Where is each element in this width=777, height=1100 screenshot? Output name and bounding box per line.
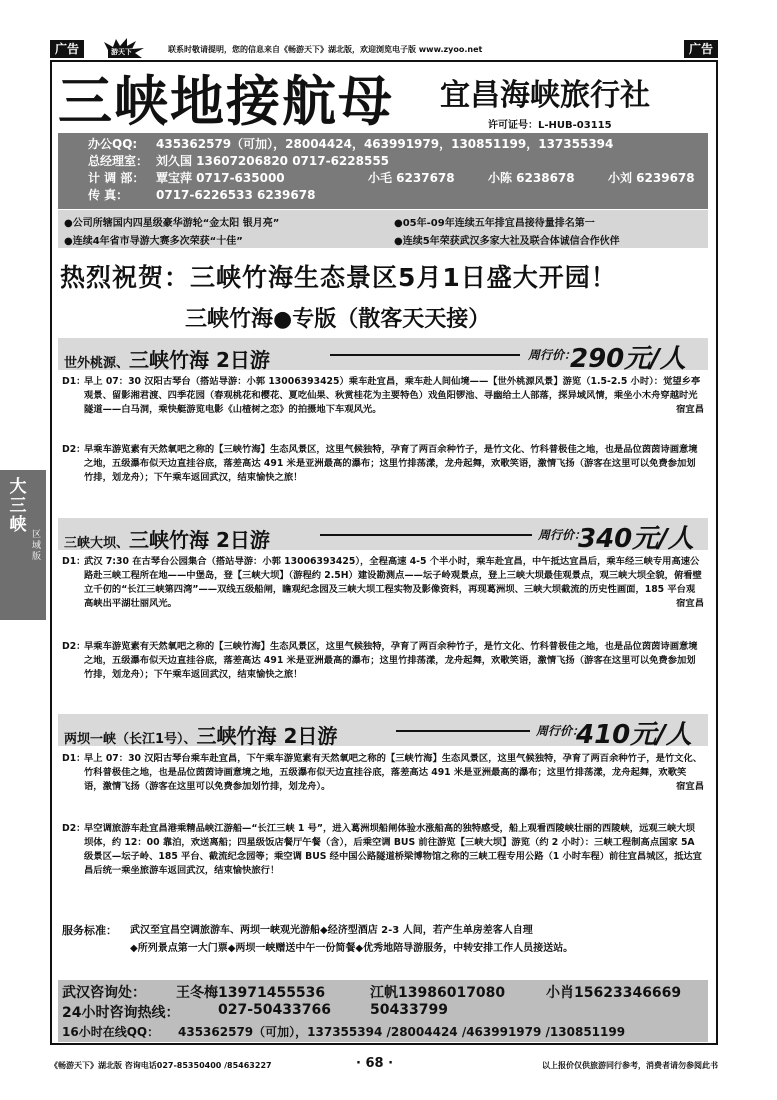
contact-block (58, 133, 708, 209)
plan-label: 计 调 部： (88, 171, 145, 185)
tour-1-price: 290元/人 (570, 344, 686, 374)
agency-name: 宜昌海峡旅行社 (440, 78, 650, 113)
gm-label: 总经理室： (88, 154, 149, 168)
tour-1-day-2 (62, 443, 704, 485)
plan-value: 覃宝萍 0717-635000 (156, 171, 285, 185)
tour-1-day-1-note: 宿宜昌 (676, 404, 704, 415)
fax-value: 0717-6226533 6239678 (156, 188, 316, 202)
tour-3-title (64, 720, 337, 749)
enquiry-contact-3: 小肖15623346669 (546, 985, 682, 1001)
top-info: 联系时敬请提明，您的信息来自《畅游天下》湖北版，欢迎浏览电子版 www.zyoo.net (168, 45, 483, 54)
tour-1-day-1 (62, 375, 704, 417)
online-qq-value: 435362579（可加），137355394 /28004424 /463991979 /130851199 (178, 1025, 626, 1039)
side-tab-title: 大三峡 (9, 477, 27, 535)
hotline-1: 027-50433766 (218, 1002, 331, 1018)
celebration-headline: 热烈祝贺：三峡竹海生态景区5月1日盛大开园！ (60, 263, 617, 292)
fax-label: 传 真： (88, 188, 129, 202)
honor-2: ●05年-09年连续五年排宜昌接待量排名第一 (394, 218, 595, 229)
tour-3-name: 三峡竹海 2日游 (196, 724, 338, 748)
enquiry-label: 武汉咨询处： (62, 985, 146, 1001)
online-qq-label: 16小时在线QQ： (62, 1025, 160, 1039)
enquiry-contact-1: 王冬梅13971455536 (176, 985, 326, 1001)
tour-3-price-label: 周行价： (536, 724, 585, 738)
contact-row-gm (88, 153, 708, 170)
tour-1-prefix: 世外桃源、 (64, 356, 130, 371)
qq-label: 办公QQ: (88, 137, 138, 151)
tour-2-day-2-label: D2： (62, 641, 86, 652)
contact-row-plan (88, 170, 708, 187)
service-standards (62, 922, 702, 958)
tour-3-prefix: 两坝一峡（长江1号）、 (64, 732, 197, 747)
tour-1-day-2-label: D2： (62, 444, 86, 455)
honor-4: ●连续5年荣获武汉多家大社及联合体诚信合作伙伴 (394, 236, 620, 247)
splash-logo-text: 游天下 (111, 48, 132, 56)
tour-2-prefix: 三峡大坝、 (64, 536, 130, 551)
tour-2-day-2-text: 早乘车游览素有天然氧吧之称的【三峡竹海】生态风景区，这里气候独特，孕育了两百余种竹子，是竹文化、竹科普极佳之地，也是品位茵茵诗画意境之地，五级瀑布似天边直挂谷底，落差高达 491 米是亚洲最高的瀑布；这里竹排荡漾，龙舟起舞，欢歌笑语，激情飞扬（游客在这里可以免费参加划竹排，划龙舟）；下午乘车返回武汉，结束愉快之旅！ (84, 641, 698, 680)
side-tab-subtitle: 区域版 (32, 530, 42, 562)
contact-row-fax (88, 187, 708, 204)
page-footer (50, 1056, 718, 1076)
honor-3: ●连续4年省市导游大赛多次荣获“十佳” (64, 236, 243, 247)
tour-2-day-2 (62, 640, 704, 682)
qq-value: 435362579（可加），28004424，463991979，130851199，137355394 (156, 137, 614, 151)
ad-tag-left: 广告 (50, 40, 84, 58)
service-label: 服务标准： (62, 924, 117, 937)
service-line-2: ◆所列景点第一大门票◆两坝一峡赠送中午一份简餐◆优秀地陪导游服务，中转安排工作人员接送站。 (130, 943, 574, 954)
tour-1-rule (330, 354, 520, 356)
tour-3-day-1-label: D1： (62, 753, 86, 764)
plan-xiaochen: 小陈 6238678 (488, 171, 575, 185)
top-bar (50, 40, 718, 62)
tour-1-price-label: 周行价： (528, 348, 577, 362)
hotline-label: 24小时咨询热线： (62, 1005, 180, 1021)
tour-3-header (58, 714, 708, 750)
footer-right: 以上报价仅供旅游同行参考，消费者请勿参阅此书 (542, 1061, 718, 1070)
enquiry-contact-2: 江帆13986017080 (370, 985, 506, 1001)
tour-2-name: 三峡竹海 2日游 (129, 528, 270, 552)
plan-xiaoliu: 小刘 6239678 (608, 171, 695, 185)
tour-2-price-label: 周行价： (538, 528, 587, 542)
ad-tag-right: 广告 (684, 40, 718, 58)
tour-3-day-2 (62, 822, 704, 878)
hotline-2: 50433799 (370, 1002, 448, 1018)
tour-2-day-1 (62, 555, 704, 611)
tour-3-day-2-label: D2： (62, 823, 86, 834)
tour-1-day-2-text: 早乘车游览素有天然氧吧之称的【三峡竹海】生态风景区，这里气候独特，孕育了两百余种竹子，是竹文化、竹科普极佳之地，也是品位茵茵诗画意境之地，五级瀑布似天边直挂谷底，落差高达 491 米是亚洲最高的瀑布；这里竹排荡漾，龙舟起舞，欢歌笑语，激情飞扬（游客在这里可以免费参加划竹排，划龙舟）；下午乘车返回武汉，结束愉快之旅！ (84, 444, 698, 483)
splash-logo (102, 38, 148, 58)
tour-2-day-1-text: 武汉 7:30 在古琴台公园集合（搭站导游：小郭 13006393425），全程高速 4-5 个半小时，乘车赴宜昌，中午抵达宜昌后，乘车经三峡专用高速公路赴三峡工程所在地——中堡岛，登【三峡大坝】（游程约 2.5H）建设勘测点——坛子岭观景点，登上三峡大坝最佳观景点，观三峡大坝全貌，俯看壁立千仞的“长江三峡第四湾”——双线五级船闸，瞻观纪念园及三峡大坝工程实物及影像资料，再现葛洲坝、三峡大坝截流的历史性画面，185 平台观高峡出平湖壮丽风光。 (84, 556, 702, 609)
honors-block (58, 210, 708, 248)
main-title: 三峡地接航母 (58, 70, 394, 133)
side-tab (0, 470, 46, 620)
tour-2-day-1-note: 宿宜昌 (676, 598, 704, 609)
tour-3-day-1-note: 宿宜昌 (676, 781, 704, 792)
tour-2-header (58, 518, 708, 554)
service-line-1: 武汉至宜昌空调旅游车、两坝一峡观光游船◆经济型酒店 2-3 人间，若产生单房差客人自理 (130, 925, 533, 936)
tour-3-price: 410元/人 (576, 720, 692, 750)
enquiry-block (58, 980, 708, 1042)
plan-xiaomao: 小毛 6237678 (368, 171, 455, 185)
honor-1: ●公司所辖国内四星级豪华游轮“金太阳 银月亮” (64, 218, 280, 229)
page-number: · 68 · (356, 1056, 394, 1071)
tour-1-day-1-text: 早上 07：30 汉阳古琴台（搭站导游：小郭 13006393425）乘车赴宜昌，乘车赴人间仙境——【世外桃源风景】游览（1.5-2.5 小时）：觉望乡亭观景、留影湘君渡、四季花园（春观桃花和樱花、夏吃仙果、秋赏桂花为主要特色）戏鱼阳锣池、寻幽给土人部落，探异域风情，乘坐小木舟穿越时光隧道——白马洞，乘快艇游览电影《山楂树之恋》的拍摄地下车观风光。 (84, 376, 701, 415)
tour-2-title (64, 524, 270, 553)
tour-1-title (64, 344, 270, 373)
tour-2-day-1-label: D1： (62, 556, 86, 567)
footer-left: 《畅游天下》湖北版 咨询电话027-85350400 /85463227 (50, 1061, 272, 1070)
tour-3-day-1-text: 早上 07：30 汉阳古琴台乘车赴宜昌，下午乘车游览素有天然氧吧之称的【三峡竹海】生态风景区，这里气候独特，孕育了两百余种竹子，是竹文化、竹科普极佳之地，也是品位茵茵诗画意境之地，五级瀑布似天边直挂谷底，落差高达 491 米是亚洲最高的瀑布；这里竹排荡漾，龙舟起舞，欢歌笑语，激情飞扬（游客在这里可以免费参加划竹排，划龙舟）。 (84, 753, 703, 792)
license-number: 许可证号：L-HUB-03115 (488, 120, 612, 131)
tour-2-rule (320, 534, 532, 536)
special-edition-title: 三峡竹海●专版（散客天天接） (185, 307, 491, 332)
tour-1-name: 三峡竹海 2日游 (129, 348, 270, 372)
tour-3-day-2-text: 早空调旅游车赴宜昌港乘精品峡江游船—“长江三峡 1 号”，进入葛洲坝船闸体验水涨船高的独特感受，船上观看西陵峡壮丽的西陵峡，远观三峡大坝坝体，约 12：00 靠泊，欢送离船；四星级饭店餐厅午餐（含），后乘空调 BUS 前往游览【三峡大坝】游览（约 2 小时）：三峡工程制高点国家 5A 级景区—坛子岭、185 平台、截流纪念园等；乘空调 BUS 经中国公路隧道桥梁博物馆之称的三峡工程专用公路（1 小时车程）前往宜昌城区，抵达宜昌后统一乘坐旅游车返回武汉，结束愉快旅行！ (84, 823, 702, 876)
tour-2-price: 340元/人 (578, 524, 694, 554)
tour-1-header (58, 338, 708, 374)
gm-value: 刘久国 13607206820 0717-6228555 (156, 154, 390, 168)
tour-3-rule (396, 730, 530, 732)
tour-3-day-1 (62, 752, 704, 794)
tour-1-day-1-label: D1： (62, 376, 86, 387)
contact-row-qq (88, 136, 708, 153)
